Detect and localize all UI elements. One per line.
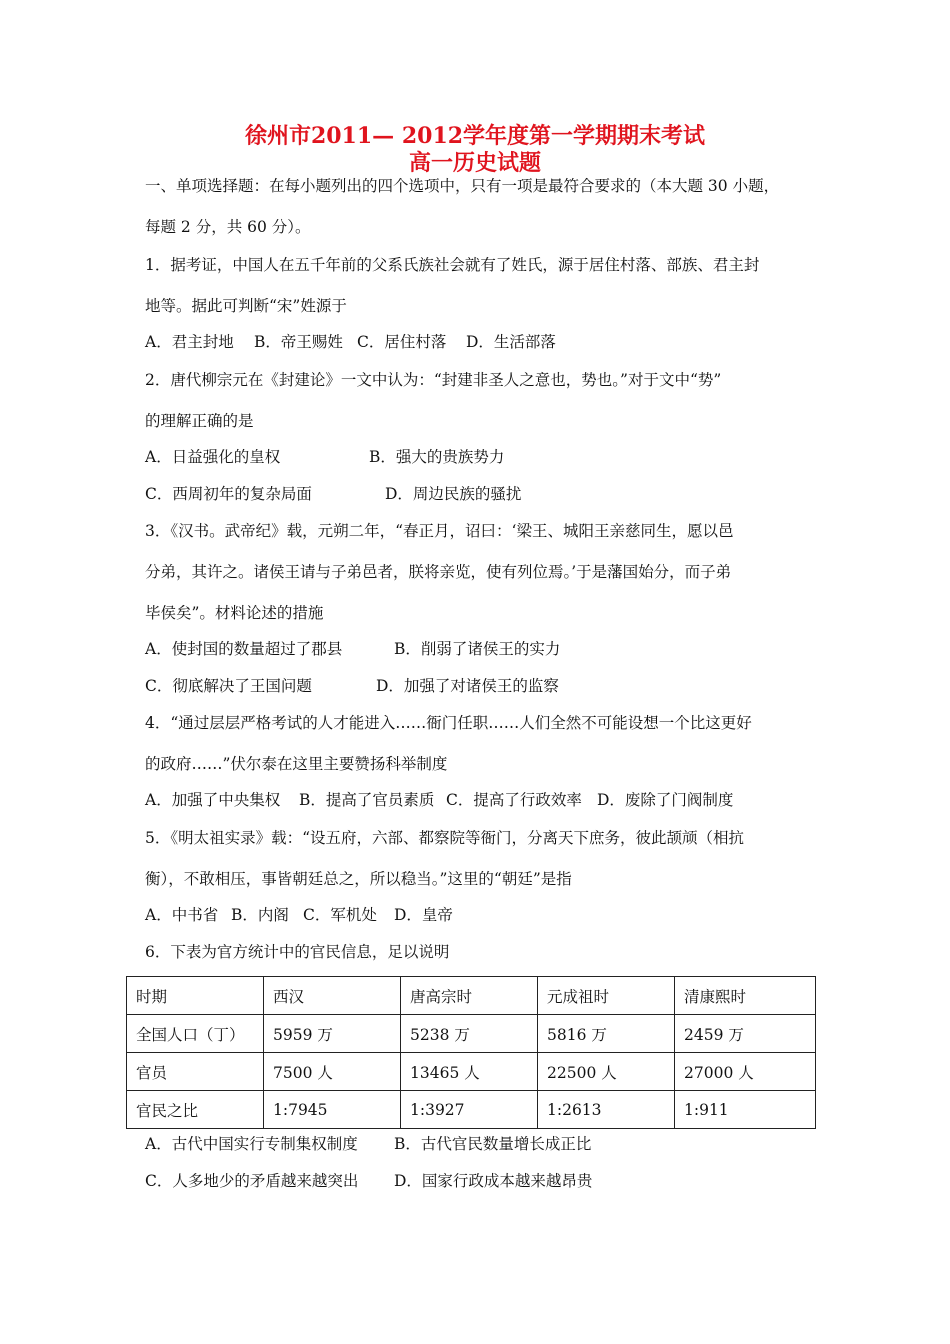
exam-title: 徐州市2011— 2012学年度第一学期期末考试: [244, 123, 706, 149]
q4-stem-line2: 的政府……”伏尔泰在这里主要赞扬科举制度: [145, 755, 448, 773]
q6-option-d: D．国家行政成本越来越昂贵: [394, 1172, 593, 1190]
table-cell: 官员: [127, 1053, 264, 1091]
q1-option-d: D．生活部落: [466, 333, 556, 351]
q2-stem-line1: 2．唐代柳宗元在《封建论》一文中认为：“封建非圣人之意也，势也。”对于文中“势”: [145, 371, 722, 389]
q3-option-c: C．彻底解决了王国问题: [145, 677, 312, 695]
q5-option-b: B．内阁: [231, 906, 289, 924]
q5-option-d: D．皇帝: [394, 906, 453, 924]
q4-option-c: C．提高了行政效率: [446, 791, 582, 809]
q5-option-a: A．中书省: [145, 906, 219, 924]
q2-stem-line2: 的理解正确的是: [145, 412, 254, 430]
q6-stem: 6．下表为官方统计中的官民信息，足以说明: [145, 943, 450, 961]
q3-stem-line1: 3．《汉书。武帝纪》载，元朔二年，“春正月，诏曰：‘梁王、城阳王亲慈同生，愿以邑: [145, 522, 734, 540]
q3-stem-line3: 毕侯矣”。材料论述的措施: [145, 604, 324, 622]
q2-option-b: B．强大的贵族势力: [369, 448, 505, 466]
section-intro-line2: 每题 2 分，共 60 分）。: [145, 218, 311, 236]
table-row: [127, 977, 816, 1015]
q5-option-c: C．军机处: [303, 906, 377, 924]
table-cell: 时期: [127, 977, 264, 1015]
table-cell: 13465 人: [401, 1053, 538, 1091]
table-cell: 元成祖时: [538, 977, 675, 1015]
q3-stem-line2: 分弟，其许之。诸侯王请与子弟邑者，朕将亲览，使有列位焉。’于是藩国始分，而子弟: [145, 563, 732, 581]
table-cell: 27000 人: [675, 1053, 816, 1091]
table-row: [127, 1053, 816, 1091]
table-cell: 1:7945: [264, 1091, 401, 1129]
q3-option-a: A．使封国的数量超过了郡县: [145, 640, 343, 658]
q1-option-a: A．君主封地: [145, 333, 234, 351]
q4-option-a: A．加强了中央集权: [145, 791, 281, 809]
q6-data-table: [126, 976, 816, 1129]
q3-option-d: D．加强了对诸侯王的监察: [376, 677, 559, 695]
q1-option-c: C．居住村落: [357, 333, 447, 351]
table-cell: 5816 万: [538, 1015, 675, 1053]
q2-option-c: C．西周初年的复杂局面: [145, 485, 312, 503]
table-cell: 唐高宗时: [401, 977, 538, 1015]
q1-stem-line2: 地等。据此可判断“宋”姓源于: [145, 297, 347, 315]
table-cell: 2459 万: [675, 1015, 816, 1053]
q1-option-b: B．帝王赐姓: [254, 333, 343, 351]
table-cell: 5959 万: [264, 1015, 401, 1053]
q6-option-c: C．人多地少的矛盾越来越突出: [145, 1172, 359, 1190]
q2-option-d: D．周边民族的骚扰: [385, 485, 522, 503]
q5-stem-line1: 5．《明太祖实录》载：“设五府，六部、都察院等衙门，分离天下庶务，彼此颉颃（相抗: [145, 829, 745, 847]
q4-option-b: B．提高了官员素质: [299, 791, 435, 809]
table-row: [127, 1091, 816, 1129]
q3-option-b: B．削弱了诸侯王的实力: [394, 640, 561, 658]
table-cell: 西汉: [264, 977, 401, 1015]
q4-stem-line1: 4．“通过层层严格考试的人才能进入……衙门任职……人们全然不可能设想一个比这更好: [145, 714, 752, 732]
q6-option-a: A．古代中国实行专制集权制度: [145, 1135, 358, 1153]
q5-stem-line2: 衡），不敢相压，事皆朝廷总之，所以稳当。”这里的“朝廷”是指: [145, 870, 572, 888]
table-cell: 官民之比: [127, 1091, 264, 1129]
table-cell: 5238 万: [401, 1015, 538, 1053]
table-cell: 1:2613: [538, 1091, 675, 1129]
exam-subtitle: 高一历史试题: [408, 150, 541, 176]
table-cell: 清康熙时: [675, 977, 816, 1015]
q6-option-b: B．古代官民数量增长成正比: [394, 1135, 592, 1153]
table-cell: 1:911: [675, 1091, 816, 1129]
q1-stem-line1: 1．据考证，中国人在五千年前的父系氏族社会就有了姓氏，源于居住村落、部族、君主封: [145, 256, 760, 274]
table-cell: 22500 人: [538, 1053, 675, 1091]
section-intro-line1: 一、单项选择题：在每小题列出的四个选项中，只有一项是最符合要求的（本大题 30 小题，: [145, 177, 780, 195]
table-cell: 1:3927: [401, 1091, 538, 1129]
q2-option-a: A．日益强化的皇权: [145, 448, 281, 466]
q4-option-d: D．废除了门阀制度: [597, 791, 734, 809]
table-cell: 7500 人: [264, 1053, 401, 1091]
table-row: [127, 1015, 816, 1053]
table-cell: 全国人口（丁）: [127, 1015, 264, 1053]
